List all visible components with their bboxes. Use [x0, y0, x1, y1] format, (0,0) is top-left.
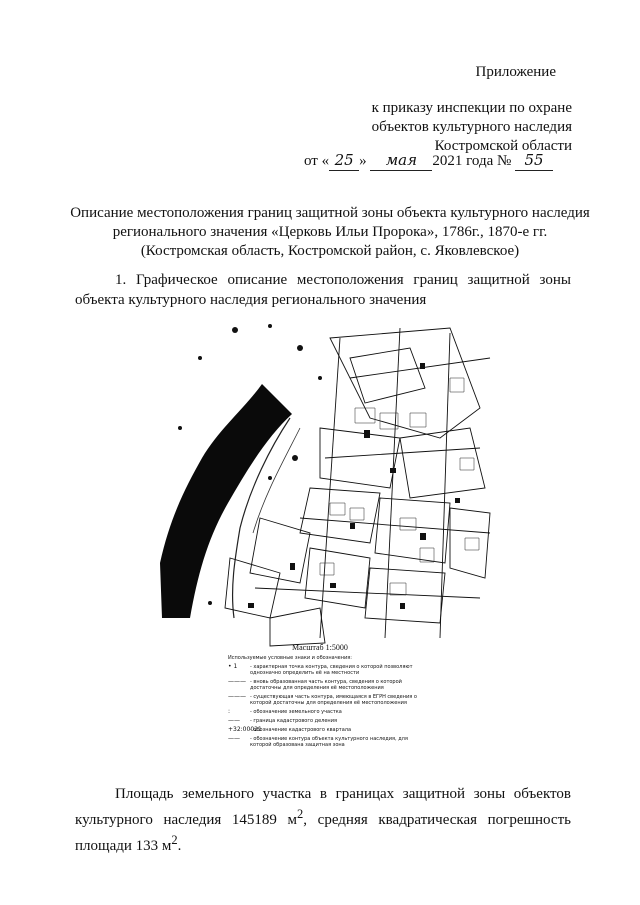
- date-mid: »: [359, 153, 367, 169]
- legend-text: - граница кадастрового деления: [250, 718, 337, 724]
- document-title: Описание местоположения границ защитной зоны объекта культурного наследия регионального значения «Церковь Ильи Пророка», 1786г., 1870-е гг. (Костромская область, Костромской район, с. Яковлевское): [70, 205, 590, 259]
- legend-row: [228, 664, 428, 676]
- legend-row: [228, 709, 428, 715]
- legend-row: [228, 736, 428, 748]
- legend-row: [228, 718, 428, 724]
- legend-row: [228, 727, 428, 733]
- legend-title: Используемые условные знаки и обозначения:: [228, 655, 352, 661]
- order-ref-line: объектов культурного наследия: [371, 119, 572, 135]
- legend-row: [228, 694, 428, 706]
- legend-text: - существующая часть контура, имеющаяся в ЕГРН сведения о которой достаточны для определения её местоположения: [250, 694, 417, 706]
- legend-symbol: ———: [228, 693, 246, 700]
- area-paragraph: [75, 784, 571, 856]
- date-prefix: от «: [304, 153, 330, 169]
- area-text-c: .: [177, 838, 182, 854]
- legend-symbol: +32:00021: [228, 726, 262, 733]
- legend-text: - обозначение контура объекта культурного наследия, для которой образована защитная зона: [250, 736, 408, 748]
- area-sup-1: 2: [297, 807, 304, 821]
- cadastral-map: [150, 318, 495, 648]
- map-legend: [228, 655, 428, 748]
- order-ref-line: Костромской области: [434, 138, 572, 154]
- legend-symbol: • 1: [228, 663, 238, 670]
- legend-symbol: :: [228, 708, 231, 715]
- legend-text: - обозначение кадастрового квартала: [250, 727, 352, 733]
- legend-text: - обозначение земельного участка: [250, 709, 342, 715]
- legend-symbol: ———: [228, 678, 246, 685]
- area-text-a: Площадь земельного участка в границах защитной зоны объектов культурного наследия 145189 м: [75, 786, 571, 828]
- order-date-line: [304, 150, 553, 171]
- area-sup-2: 2: [171, 833, 178, 847]
- order-number: 55: [515, 150, 553, 171]
- legend-row: [228, 679, 428, 691]
- legend-text: - характерная точка контура, сведения о которой позволяют однозначно определить её на местности: [250, 664, 413, 676]
- date-day: 25: [329, 150, 359, 171]
- area-text-b: , средняя квадратическая погрешность площади 133 м: [75, 812, 571, 854]
- legend-symbol: ——: [228, 717, 240, 724]
- date-year: 2021 года №: [432, 153, 512, 169]
- date-month: мая: [370, 150, 432, 171]
- map-scale: Масштаб 1:5000: [292, 643, 348, 652]
- order-ref-line: к приказу инспекции по охране: [371, 100, 572, 116]
- appendix-label: Приложение: [475, 64, 556, 80]
- legend-symbol: ——: [228, 735, 240, 742]
- legend-text: - вновь образованная часть контура, сведения о которой достаточны для определения её местоположения: [250, 679, 402, 691]
- section-1-heading: 1. Графическое описание местоположения границ защитной зоны объекта культурного наследия регионального значения: [75, 272, 571, 308]
